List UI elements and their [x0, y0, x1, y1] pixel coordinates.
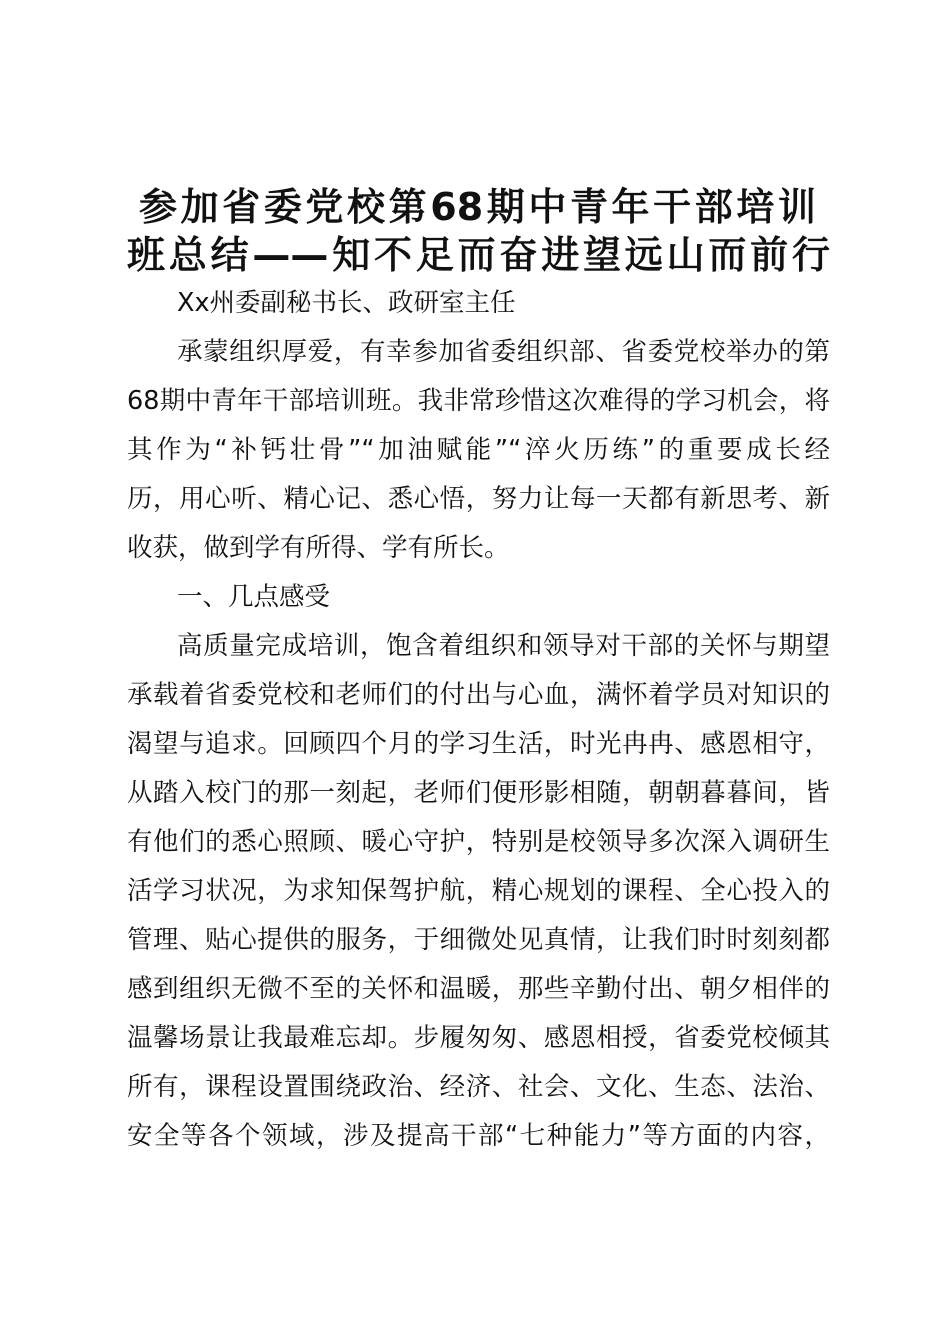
author-line: Xx州委副秘书长、政研室主任 [177, 288, 516, 318]
text-line: 活学习状况，为求知保驾护航，精心规划的课程、全心投入的 [127, 876, 830, 906]
text-line: 历，用心听、精心记、悉心悟，努力让每一天都有新思考、新 [127, 484, 830, 514]
document-title [127, 183, 830, 279]
text-line: 渴望与追求。回顾四个月的学习生活，时光冉冉、感恩相守， [127, 729, 830, 759]
text-line: 温馨场景让我最难忘却。步履匆匆、感恩相授，省委党校倾其 [127, 1023, 830, 1053]
text-line: 承载着省委党校和老师们的付出与心血，满怀着学员对知识的 [127, 680, 830, 710]
text-line: 承蒙组织厚爱，有幸参加省委组织部、省委党校举办的第 [177, 337, 830, 367]
text-line: 感到组织无微不至的关怀和温暖，那些辛勤付出、朝夕相伴的 [127, 974, 830, 1004]
text-line: 68期中青年干部培训班。我非常珍惜这次难得的学习机会，将 [127, 386, 830, 416]
text-line: 高质量完成培训，饱含着组织和领导对干部的关怀与期望 [177, 631, 830, 661]
text-line: 安全等各个领域，涉及提高干部“七种能力”等方面的内容， [127, 1121, 830, 1151]
text-line: 其作为“补钙壮骨”“加油赋能”“淬火历练”的重要成长经 [127, 435, 830, 465]
document-page [127, 183, 830, 1161]
title-line: 班总结——知不足而奋进望远山而前行 [127, 233, 830, 277]
text-line: 管理、贴心提供的服务，于细微处见真情，让我们时时刻刻都 [127, 925, 830, 955]
paragraph-feelings [127, 622, 830, 1161]
section-heading: 一、几点感受 [177, 582, 331, 612]
title-line: 参加省委党校第68期中青年干部培训 [139, 185, 816, 229]
paragraph-intro [127, 328, 830, 573]
text-line: 所有，课程设置围绕政治、经济、社会、文化、生态、法治、 [127, 1072, 830, 1102]
text-line: 从踏入校门的那一刻起，老师们便形影相随，朝朝暮暮间，皆 [127, 778, 830, 808]
text-line: 收获，做到学有所得、学有所长。 [127, 533, 510, 563]
text-line: 有他们的悉心照顾、暖心守护，特别是校领导多次深入调研生 [127, 827, 830, 857]
